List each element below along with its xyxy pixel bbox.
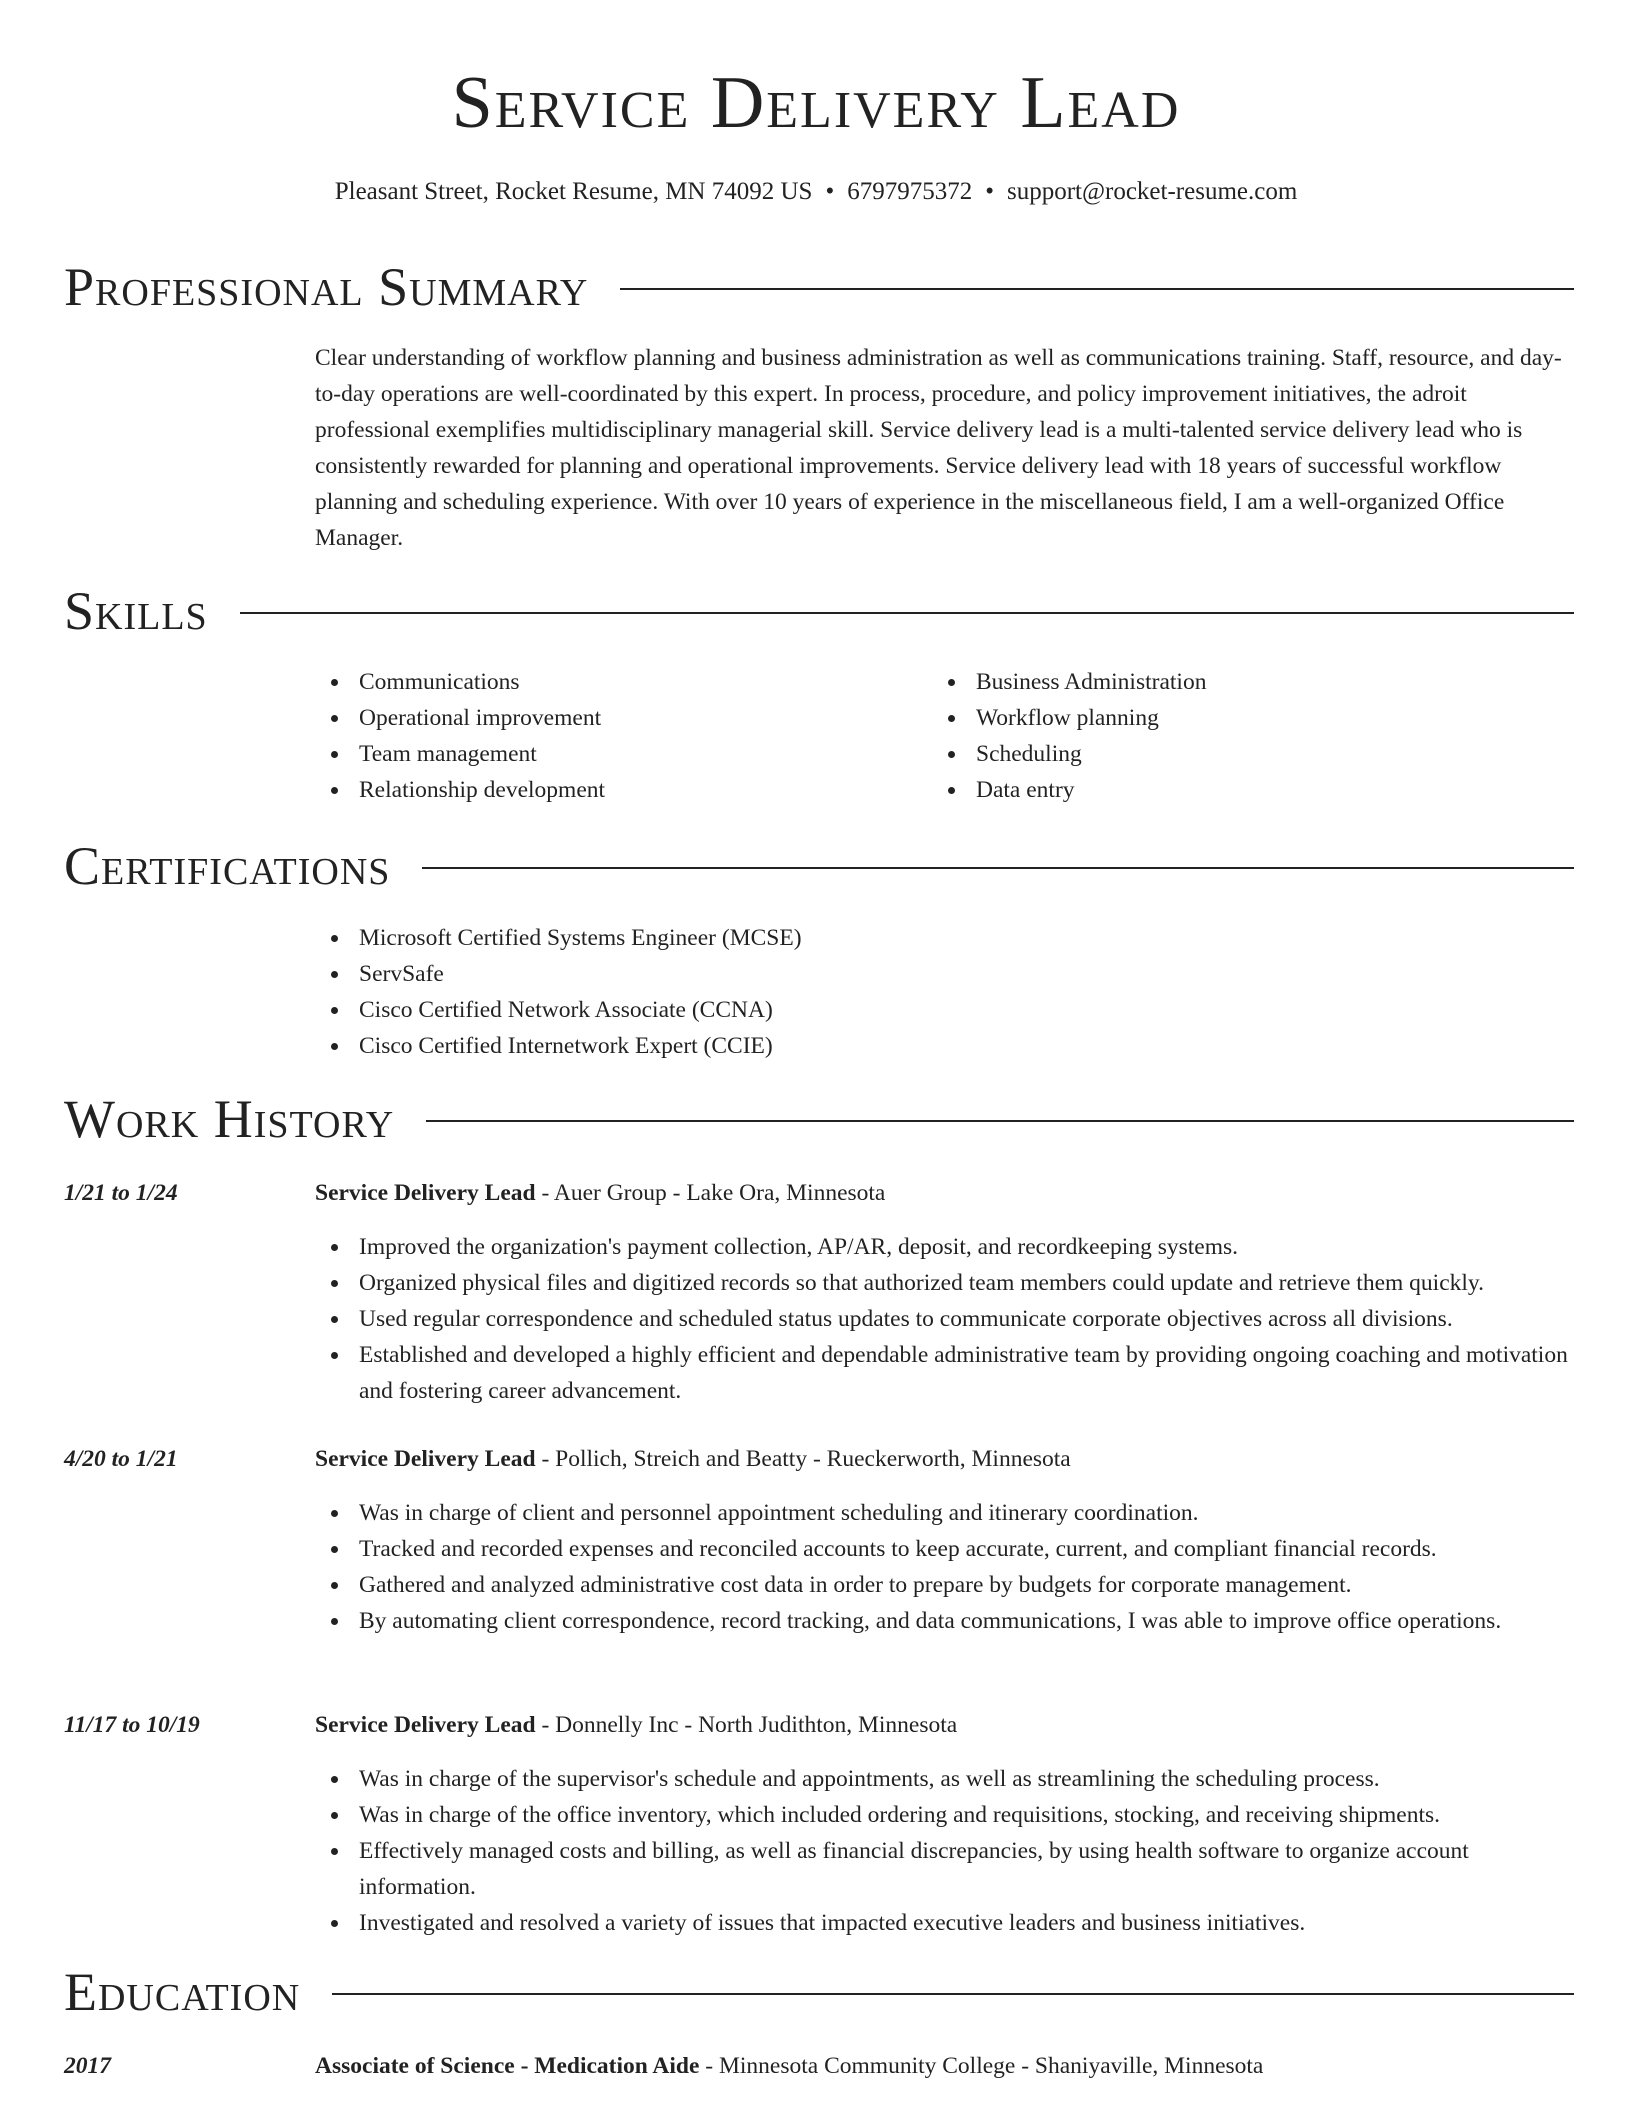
skill-item: Scheduling xyxy=(932,736,1532,772)
job-bullet: Tracked and recorded expenses and reconciled accounts to keep accurate, current, and compliant financial records. xyxy=(315,1531,1577,1567)
job-bullet: Organized physical files and digitized records so that authorized team members could update and retrieve them quickly. xyxy=(315,1265,1577,1301)
job-details: - Donnelly Inc - North Judithton, Minnesota xyxy=(535,1712,958,1738)
job-dates: 1/21 to 1/24 xyxy=(64,1180,178,1206)
job-role: Service Delivery Lead xyxy=(315,1446,536,1472)
job-bullet: Used regular correspondence and scheduled status updates to communicate corporate objectives across all divisions. xyxy=(315,1301,1577,1337)
job-bullet: Was in charge of client and personnel appointment scheduling and itinerary coordination. xyxy=(315,1495,1577,1531)
education-line xyxy=(315,2048,1577,2084)
section-divider xyxy=(332,1993,1574,1995)
job-bullet: Was in charge of the supervisor's schedule and appointments, as well as streamlining the scheduling process. xyxy=(315,1761,1577,1797)
section-title-certifications: Certifications xyxy=(64,836,391,896)
job-bullet: Gathered and analyzed administrative cost data in order to prepare by budgets for corporate management. xyxy=(315,1567,1577,1603)
section-summary-header xyxy=(64,254,1574,320)
job-bullet: Improved the organization's payment collection, AP/AR, deposit, and recordkeeping systems. xyxy=(315,1229,1577,1265)
contact-address: Pleasant Street, Rocket Resume, MN 74092 US xyxy=(334,178,813,205)
section-divider xyxy=(240,612,1574,614)
section-divider xyxy=(422,867,1574,869)
skill-item: Communications xyxy=(315,664,915,700)
skill-item: Operational improvement xyxy=(315,700,915,736)
job-title-line xyxy=(315,1175,1577,1211)
skill-item: Team management xyxy=(315,736,915,772)
contact-separator: • xyxy=(825,178,835,205)
section-education-header xyxy=(64,1959,1574,2025)
job-role: Service Delivery Lead xyxy=(315,1712,536,1738)
contact-separator: • xyxy=(985,178,994,205)
job-dates: 4/20 to 1/21 xyxy=(64,1446,178,1472)
job-title-line xyxy=(315,1441,1577,1477)
section-work-header xyxy=(64,1086,1574,1152)
job-bullet: Effectively managed costs and billing, as well as financial discrepancies, by using health software to organize account information. xyxy=(315,1833,1577,1905)
section-certifications-header xyxy=(64,833,1574,899)
job-bullets xyxy=(315,1761,1577,1941)
section-divider xyxy=(426,1120,1574,1122)
education-year: 2017 xyxy=(64,2053,111,2079)
job-bullet: Established and developed a highly efficient and dependable administrative team by providing ongoing coaching and motivation and fostering career advancement. xyxy=(315,1337,1577,1409)
contact-phone: 6797975372 xyxy=(847,178,973,205)
job-details: - Auer Group - Lake Ora, Minnesota xyxy=(535,1180,886,1206)
education-degree: Associate of Science - Medication Aide xyxy=(315,2053,700,2079)
resume-name: Service Delivery Lead xyxy=(451,62,1181,144)
contact-line xyxy=(0,175,1632,209)
contact-email: support@rocket-resume.com xyxy=(1006,178,1298,205)
certification-item: Cisco Certified Internetwork Expert (CCIE) xyxy=(315,1028,1577,1064)
certification-item: Microsoft Certified Systems Engineer (MCSE) xyxy=(315,920,1577,956)
section-title-education: Education xyxy=(64,1962,301,2022)
skill-item: Workflow planning xyxy=(932,700,1532,736)
job-details: - Pollich, Streich and Beatty - Rueckerworth, Minnesota xyxy=(535,1446,1071,1472)
section-divider xyxy=(620,288,1574,290)
section-skills-header xyxy=(64,578,1574,644)
job-bullet: Was in charge of the office inventory, which included ordering and requisitions, stocking, and receiving shipments. xyxy=(315,1797,1577,1833)
certification-item: ServSafe xyxy=(315,956,1577,992)
section-title-summary: Professional Summary xyxy=(64,257,589,317)
certifications-list xyxy=(315,920,1577,1064)
job-role: Service Delivery Lead xyxy=(315,1180,536,1206)
job-bullet: Investigated and resolved a variety of issues that impacted executive leaders and business initiatives. xyxy=(315,1905,1577,1941)
job-bullets xyxy=(315,1229,1577,1409)
skills-list-left xyxy=(315,664,915,808)
job-dates: 11/17 to 10/19 xyxy=(64,1712,200,1738)
certification-item: Cisco Certified Network Associate (CCNA) xyxy=(315,992,1577,1028)
skill-item: Data entry xyxy=(932,772,1532,808)
skill-item: Relationship development xyxy=(315,772,915,808)
skill-item: Business Administration xyxy=(932,664,1532,700)
summary-text: Clear understanding of workflow planning and business administration as well as communications training. Staff, resource, and day-to-day operations are well-coordinated by this expert. In process, procedure, and policy improvement initiatives, the adroit professional exemplifies multidisciplinary managerial skill. Service delivery lead is a multi-talented service delivery lead who is consistently rewarded for planning and operational improvements. Service delivery lead with 18 years of successful workflow planning and scheduling experience. With over 10 years of experience in the miscellaneous field, I am a well-organized Office Manager. xyxy=(315,345,1562,551)
job-bullet: By automating client correspondence, record tracking, and data communications, I was able to improve office operations. xyxy=(315,1603,1577,1639)
job-bullets xyxy=(315,1495,1577,1639)
job-title-line xyxy=(315,1707,1577,1743)
section-title-work: Work History xyxy=(64,1089,395,1149)
section-title-skills: Skills xyxy=(64,581,208,641)
education-details: - Minnesota Community College - Shaniyaville, Minnesota xyxy=(699,2053,1264,2079)
skills-list-right xyxy=(932,664,1532,808)
